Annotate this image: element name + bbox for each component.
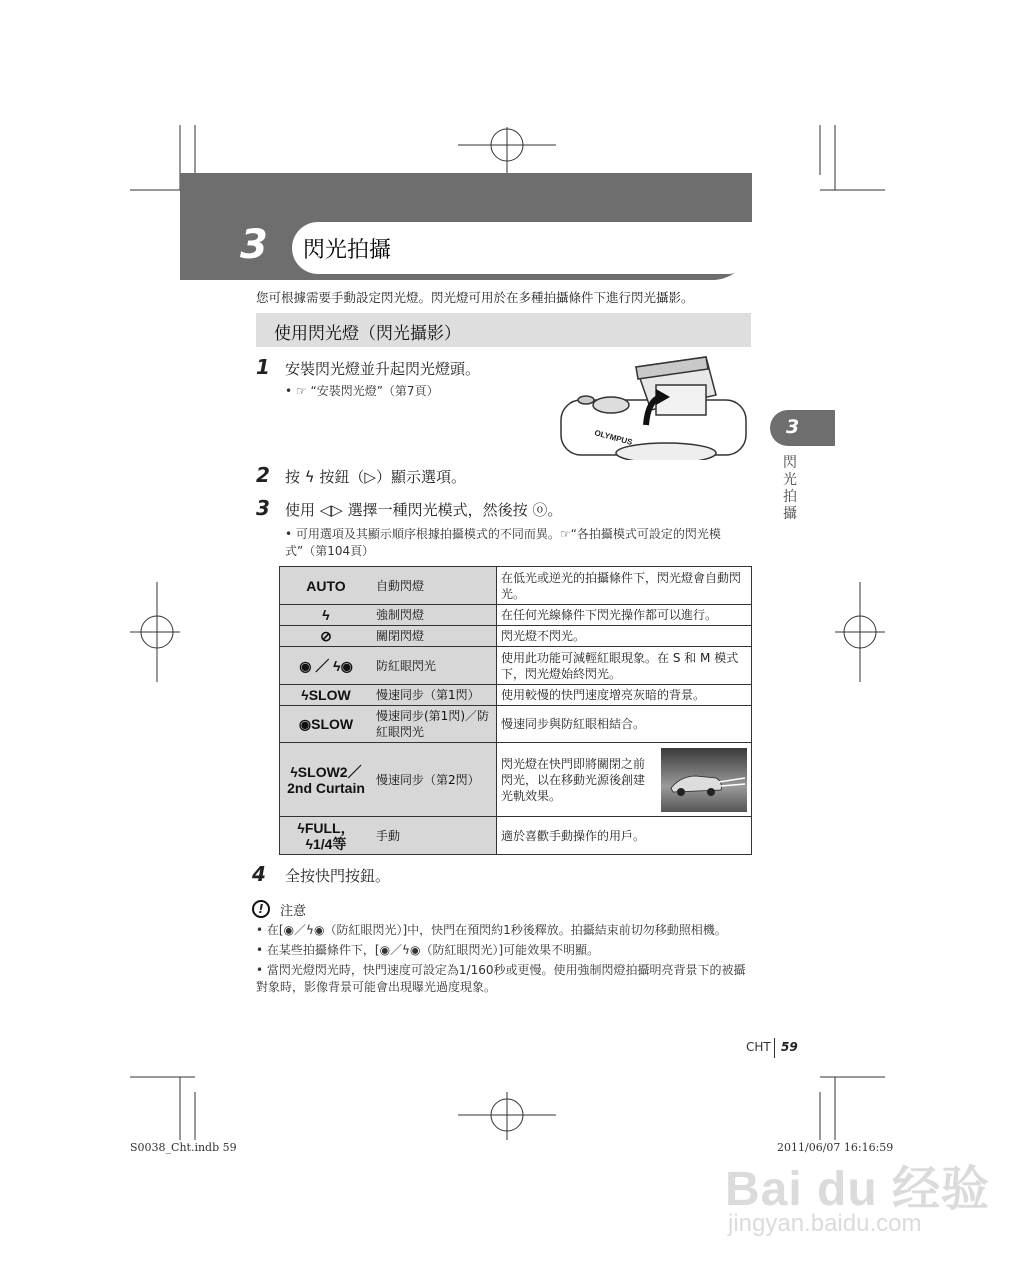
side-tab-label: 閃光拍攝 [783,455,797,522]
table-row [280,817,752,855]
mode-symbol: ◉SLOW [280,706,373,743]
step-bullet: • 可用選項及其顯示順序根據拍攝模式的不同而異。☞“各拍攝模式可設定的閃光模式”（第104頁） [285,527,721,558]
mode-name: 慢速同步(第1閃)／防紅眼閃光 [372,706,497,743]
table-row [280,743,752,817]
mode-symbol: AUTO [280,567,373,605]
mode-desc: 閃光燈不閃光。 [497,626,752,647]
mode-desc: 適於喜歡手動操作的用戶。 [497,817,752,855]
flash-modes-table [279,566,752,855]
chapter-title: 閃光拍攝 [303,238,392,263]
table-row [280,706,752,743]
watermark-brand: Bai du 经验 [725,1163,991,1216]
step-number: 2 [256,463,270,487]
step-number: 4 [252,862,266,886]
mode-symbol: ϟ [280,605,373,626]
side-tab-number: 3 [786,416,800,438]
mode-desc-with-image [497,743,752,817]
mode-name: 慢速同步（第1閃） [372,685,497,706]
side-tab [770,410,835,446]
table-row [280,605,752,626]
mode-symbol: ϟSLOW [280,685,373,706]
footer-timestamp: 2011/06/07 16:16:59 [777,1141,894,1154]
mode-desc: 使用較慢的快門速度增亮灰暗的背景。 [497,685,752,706]
page-divider [774,1038,775,1058]
intro-paragraph: 您可根據需要手動設定閃光燈。閃光燈可用於在多種拍攝條件下進行閃光攝影。 [256,290,694,305]
notes-heading: 注意 [280,904,307,919]
page-language: CHT [746,1040,771,1054]
mode-desc: 在低光或逆光的拍攝條件下，閃光燈會自動閃光。 [497,567,752,605]
mode-name: 手動 [372,817,497,855]
mode-symbol: ⊘ [280,626,373,647]
step-number: 3 [256,496,270,520]
mode-symbol: ◉ ／ ϟ◉ [280,647,373,685]
table-row [280,567,752,605]
list-item: • 在[◉／ϟ◉（防紅眼閃光）]中，快門在預閃約1秒後釋放。拍攝結束前切勿移動照相機。 [256,923,727,937]
mode-desc: 在任何光線條件下閃光操作都可以進行。 [497,605,752,626]
camera-brand: OLYMPUS [593,428,634,447]
section-title: 使用閃光燈（閃光攝影） [274,324,461,344]
step-text: 安裝閃光燈並升起閃光燈頭。 [285,360,481,378]
mode-name: 自動閃燈 [372,567,497,605]
light-trail-car-image [661,748,747,812]
mode-name: 防紅眼閃光 [372,647,497,685]
mode-symbol: ϟSLOW2／2nd Curtain [280,743,373,817]
table-row [280,685,752,706]
chapter-number: 3 [240,222,268,268]
mode-symbol: ϟFULL，ϟ1/4等 [280,817,373,855]
table-row [280,626,752,647]
reference-icon: ☞ [295,384,307,398]
mode-name: 關閉閃燈 [372,626,497,647]
list-item: • 當閃光燈閃光時，快門速度可設定為1/160秒或更慢。使用強制閃燈拍攝明亮背景下的被攝對象時，影像背景可能會出現曝光過度現象。 [256,963,746,994]
list-item: • 在某些拍攝條件下，[◉／ϟ◉（防紅眼閃光）]可能效果不明顯。 [256,943,600,957]
step-text: 全按快門按鈕。 [285,867,391,885]
mode-desc: 閃光燈在快門即將關閉之前閃光，以在移動光源後創建光軌效果。 [501,756,646,803]
step-text: 按 ϟ 按鈕（▷）顯示選項。 [285,468,466,486]
page-number: 59 [781,1040,798,1054]
footer-file: S0038_Cht.indb 59 [130,1141,237,1154]
mode-name: 慢速同步（第2閃） [372,743,497,817]
table-row [280,647,752,685]
camera-illustration [556,355,751,460]
caution-icon: ! [252,900,270,918]
watermark-url: jingyan.baidu.com [728,1210,922,1237]
notes-list [256,922,756,999]
mode-name: 強制閃燈 [372,605,497,626]
mode-desc: 使用此功能可減輕紅眼現象。在 S 和 M 模式下，閃光燈始終閃光。 [497,647,752,685]
step-text: 使用 ◁▷ 選擇一種閃光模式，然後按 ⓞ。 [285,501,563,519]
step-number: 1 [256,355,270,379]
mode-desc: 慢速同步與防紅眼相結合。 [497,706,752,743]
step-bullet: • ☞ “安裝閃光燈”（第7頁） [285,384,439,398]
